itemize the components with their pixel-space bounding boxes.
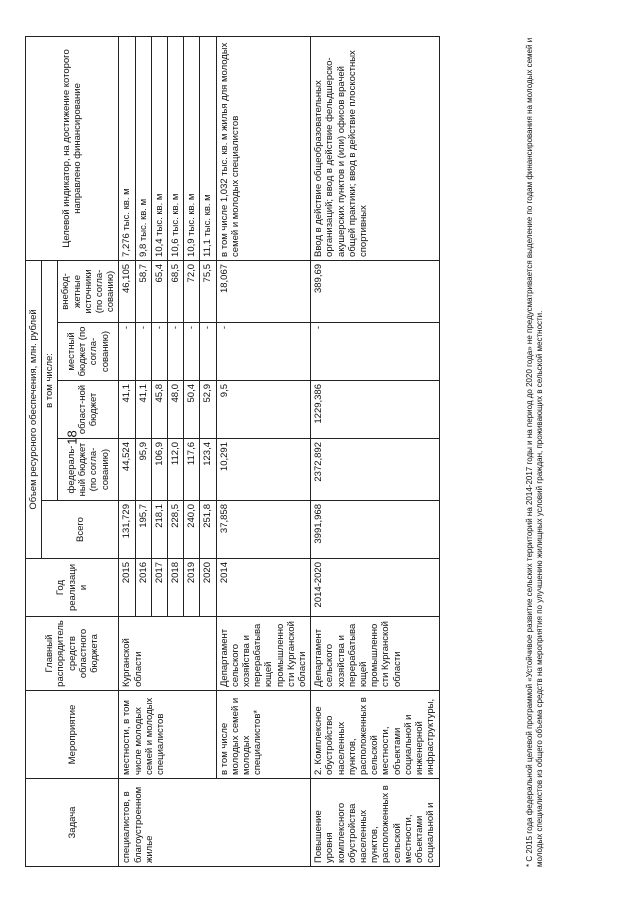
extra-cell: 389,69 [311,260,439,322]
local-cell: - [200,323,216,381]
regional-cell: 41,1 [119,381,135,439]
regional-cell: 45,8 [151,381,167,439]
col-task: Задача [26,779,119,867]
extra-cell: 68,5 [168,260,184,322]
extra-cell: 65,4 [151,260,167,322]
col-year: Год реализации [26,559,119,617]
page-number: 18 [64,430,80,445]
extra-cell: 46,105 [119,260,135,322]
regional-cell: 9,5 [216,381,311,439]
task-cell: Повышение уровня комплексного обустройства населенных пунктов, расположенных в сельской местности, объектами социальной и [311,779,439,867]
federal-cell: 117,6 [184,439,200,501]
col-regional: област-ной бюджет [58,381,119,439]
extra-cell: 72,0 [184,260,200,322]
regional-cell: 1229,386 [311,381,439,439]
target-cell: 10,9 тыс. кв. м [184,36,200,260]
local-cell: - [151,323,167,381]
extra-cell: 18,067 [216,260,311,322]
regional-cell: 50,4 [184,381,200,439]
year-cell: 2016 [135,559,151,617]
col-including: в том числе: [42,260,58,500]
table-row [311,36,439,866]
year-cell: 2015 [119,559,135,617]
manager-cell: Департамент сельского хозяйства и перерабатывающей промышленности Курганской области [216,617,311,691]
col-manager: Главный распорядитель средств областного бюджета [26,617,119,691]
regional-cell: 41,1 [135,381,151,439]
federal-cell: 112,0 [168,439,184,501]
target-cell: в том числе 1,032 тыс. кв. м жилья для молодых семей и молодых специалистов [216,36,311,260]
year-cell: 2019 [184,559,200,617]
task-cell: специалистов, в благоустроенном жилье [119,779,311,867]
total-cell: 3991,968 [311,501,439,559]
total-cell: 251,8 [200,501,216,559]
year-cell: 2014-2020 [311,559,439,617]
col-target: Целевой индикатор, на достижение которого направлено финансирование [26,36,119,260]
regional-cell: 48,0 [168,381,184,439]
measure-cell: 2. Комплексное обустройство населенных пунктов, расположенных в сельской местности, объектами социальной и инженерной инфраструктуры, [311,691,439,779]
year-cell: 2020 [200,559,216,617]
local-cell: - [119,323,135,381]
col-funding: Объем ресурсного обеспечения, млн. рублей [26,260,42,558]
target-cell: Ввод в действие общеобразовательных организаций; ввод в действие фельдшерско-акушерских пунктов и (или) офисов врачей общей практики; ввод в действие плоскостных спортивных [311,36,439,260]
federal-cell: 106,9 [151,439,167,501]
manager-cell: Курганской области [119,617,216,691]
measure-cell: местности, в том числе молодых семей и молодых специалистов [119,691,216,779]
local-cell: - [311,323,439,381]
total-cell: 37,858 [216,501,311,559]
federal-cell: 44,524 [119,439,135,501]
table-row [119,36,135,866]
federal-cell: 95,9 [135,439,151,501]
col-extra: внебюд-жетные источники (по согла-сованию) [58,260,119,322]
col-measure: Мероприятие [26,691,119,779]
total-cell: 131,729 [119,501,135,559]
col-total: Всего [42,501,119,559]
federal-cell: 10,291 [216,439,311,501]
col-local: местный бюджет (по согла-сованию) [58,323,119,381]
total-cell: 218,1 [151,501,167,559]
table-row [216,36,311,866]
footnote: * С 2015 года федеральной целевой программой «Устойчивое развитие сельских территорий на 2014-2017 годы и на период до 2020 года» не предусматривается выделение по годам финансирования на молодых семей и молодых специалистов из общего объема средств на мероприятия по улучшению жилищных условий граждан, проживающих в сельской местности. [525,37,544,867]
extra-cell: 75,5 [200,260,216,322]
year-cell: 2017 [151,559,167,617]
federal-cell: 2372,892 [311,439,439,501]
local-cell: - [135,323,151,381]
manager-cell: Департамент сельского хозяйства и перерабатывающей промышленности Курганской области [311,617,439,691]
local-cell: - [168,323,184,381]
local-cell: - [184,323,200,381]
local-cell: - [216,323,311,381]
measure-cell: в том числе молодых семей и молодых специалистов* [216,691,311,779]
total-cell: 195,7 [135,501,151,559]
regional-cell: 52,9 [200,381,216,439]
total-cell: 228,5 [168,501,184,559]
target-cell: 7,276 тыс. кв. м [119,36,135,260]
funding-table [25,36,440,867]
col-federal: федераль-ный бюджет (по согла-сованию) [58,439,119,501]
target-cell: 11,1 тыс. кв. м [200,36,216,260]
target-cell: 10,6 тыс. кв. м [168,36,184,260]
rotated-page-content [25,37,615,867]
year-cell: 2014 [216,559,311,617]
header-row [26,36,42,866]
target-cell: 10,4 тыс. кв. м [151,36,167,260]
target-cell: 9,8 тыс. кв. м [135,36,151,260]
total-cell: 240,0 [184,501,200,559]
year-cell: 2018 [168,559,184,617]
extra-cell: 58,7 [135,260,151,322]
federal-cell: 123,4 [200,439,216,501]
